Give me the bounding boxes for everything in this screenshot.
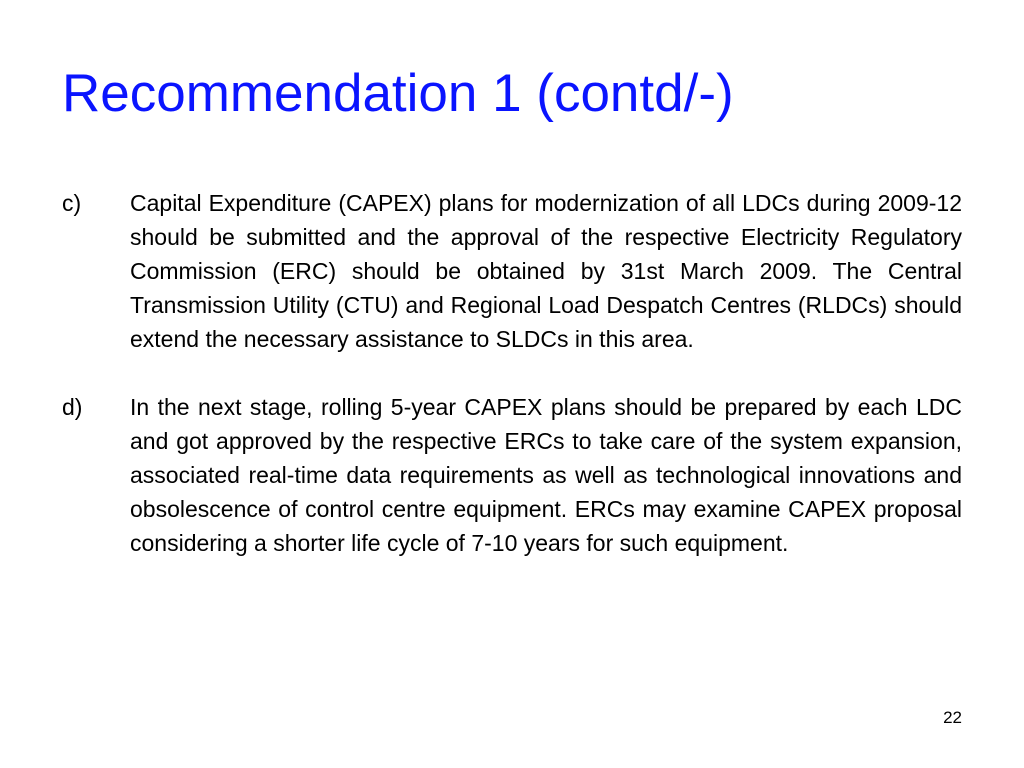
slide-body [62,186,962,594]
slide-title: Recommendation 1 (contd/-) [62,64,734,123]
list-item-c [62,186,962,356]
page-number: 22 [943,708,962,727]
list-marker: d) [62,394,83,420]
list-item-text: Capital Expenditure (CAPEX) plans for modernization of all LDCs during 2009-12 should be submitted and the approval of the respective Electricity Regulatory Commission (ERC) should be obtained by 31st March 2009. The Central Transmission Utility (CTU) and Regional Load Despatch Centres (RLDCs) should extend the necessary assistance to SLDCs in this area. [130,190,962,352]
list-item-d [62,390,962,560]
list-marker: c) [62,190,82,216]
list-item-text: In the next stage, rolling 5-year CAPEX plans should be prepared by each LDC and got approved by the respective ERCs to take care of the system expansion, associated real-time data requirements as well as technological innovations and obsolescence of control centre equipment. ERCs may examine CAPEX proposal considering a shorter life cycle of 7-10 years for such equipment. [130,394,962,556]
